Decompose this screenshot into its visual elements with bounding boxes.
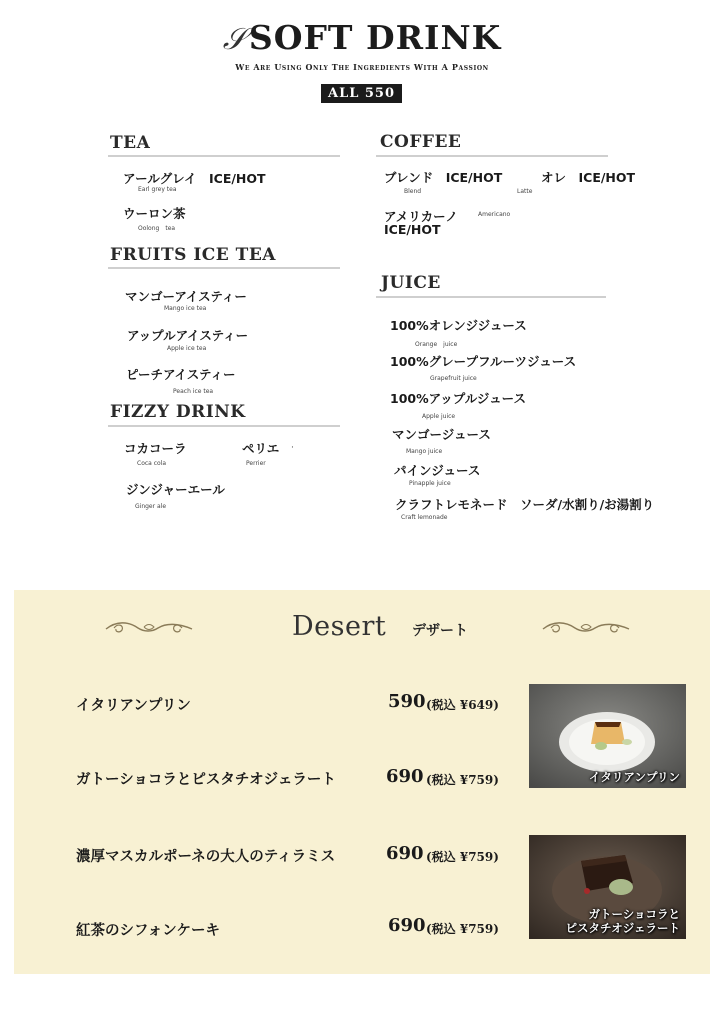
desert-item-name: 濃厚マスカルポーネの大人のティラミス [76, 849, 336, 865]
menu-item: 100%グレープフルーツジュース [390, 354, 577, 369]
menu-item: 100%オレンジジュース [390, 318, 527, 333]
menu-item-en: Apple ice tea [167, 345, 207, 352]
dot-mark: · [291, 443, 294, 453]
menu-item-en: Peach ice tea [173, 388, 214, 395]
menu-item: ピーチアイスティー [126, 367, 236, 382]
desert-title: Desert [292, 611, 387, 642]
menu-item: オレ ICE/HOT [541, 170, 636, 185]
menu-item-en: Earl grey tea [138, 186, 177, 193]
desert-item-tax: (税込 ¥759) [426, 922, 499, 936]
desert-item-name: イタリアンプリン [76, 698, 191, 714]
desert-item-tax: (税込 ¥759) [426, 773, 499, 787]
ornament-right-icon [541, 618, 631, 638]
photo-caption-line: ピスタチオジェラート [565, 921, 680, 935]
desert-item-name: 紅茶のシフォンケーキ [76, 923, 220, 939]
menu-item: マンゴーアイスティー [125, 289, 247, 304]
fizzy-drink-rule [108, 425, 340, 427]
menu-item: マンゴージュース [392, 427, 491, 442]
menu-item: ブレンド ICE/HOT [384, 170, 503, 185]
desert-item-price: 690 [386, 843, 424, 864]
menu-item-en: Coca cola [137, 460, 167, 467]
gateau-photo [529, 835, 686, 939]
menu-item-en: Mango juice [406, 448, 443, 455]
menu-item-en: Apple juice [422, 413, 456, 420]
coffee-rule [376, 155, 608, 157]
price-badge: ALL 550 [321, 84, 402, 103]
menu-item: アメリカーノ [384, 209, 458, 224]
ornament-swirl-icon: 𝒮 [222, 22, 247, 57]
menu-item-en: Pinapple juice [409, 480, 451, 487]
menu-item-en: Mango ice tea [164, 305, 207, 312]
menu-item-en: Perrier [246, 460, 266, 467]
desert-item-price: 690 [388, 915, 426, 936]
menu-item: ジンジャーエール [126, 482, 225, 497]
menu-item-en: Oolong tea [138, 225, 176, 232]
fizzy-drink-heading: FIZZY DRINK [110, 402, 246, 422]
menu-item: パインジュース [394, 463, 481, 478]
menu-item-en: Ginger ale [135, 503, 167, 510]
menu-item: アールグレイ ICE/HOT [123, 171, 266, 186]
photo-caption [565, 907, 680, 935]
menu-item-sub: ICE/HOT [384, 222, 441, 237]
pudding-photo [529, 684, 686, 788]
fruits-ice-tea-heading: FRUITS ICE TEA [110, 245, 276, 265]
desert-item-tax: (税込 ¥649) [426, 698, 499, 712]
page-title [0, 18, 724, 57]
photo-caption-line: ガトーショコラと [588, 907, 680, 921]
menu-item-en: Americano [478, 211, 511, 218]
menu-item: クラフトレモネード ソーダ/水割り/お湯割り [395, 497, 655, 512]
menu-item: ウーロン茶 [123, 206, 186, 221]
fruits-ice-tea-rule [108, 267, 340, 269]
desert-item-tax: (税込 ¥759) [426, 850, 499, 864]
desert-title-jp: デザート [412, 623, 468, 639]
tea-rule [108, 155, 340, 157]
tea-heading: TEA [110, 133, 151, 153]
title-text: SOFT DRINK [248, 18, 502, 57]
menu-item: 100%アップルジュース [390, 391, 527, 406]
juice-heading: JUICE [381, 273, 441, 293]
menu-item: コカコーラ [124, 441, 187, 456]
menu-item-en: Orange juice [415, 341, 458, 348]
menu-item-en: Latte [517, 188, 533, 195]
ornament-left-icon [104, 618, 194, 638]
coffee-heading: COFFEE [380, 132, 462, 152]
desert-item-name: ガトーショコラとピスタチオジェラート [76, 772, 336, 788]
menu-item: ペリエ [242, 441, 280, 456]
menu-item-en: Craft lemonade [401, 514, 448, 521]
menu-item-en: Blend [404, 188, 422, 195]
menu-item: アップルアイスティー [127, 328, 249, 343]
photo-caption: イタリアンプリン [588, 770, 680, 784]
juice-rule [376, 296, 606, 298]
desert-item-price: 690 [386, 766, 424, 787]
menu-item-en: Grapefruit juice [430, 375, 477, 382]
subtitle: We Are Using Only The Ingredients With A Passion [235, 62, 489, 72]
desert-item-price: 590 [388, 691, 426, 712]
